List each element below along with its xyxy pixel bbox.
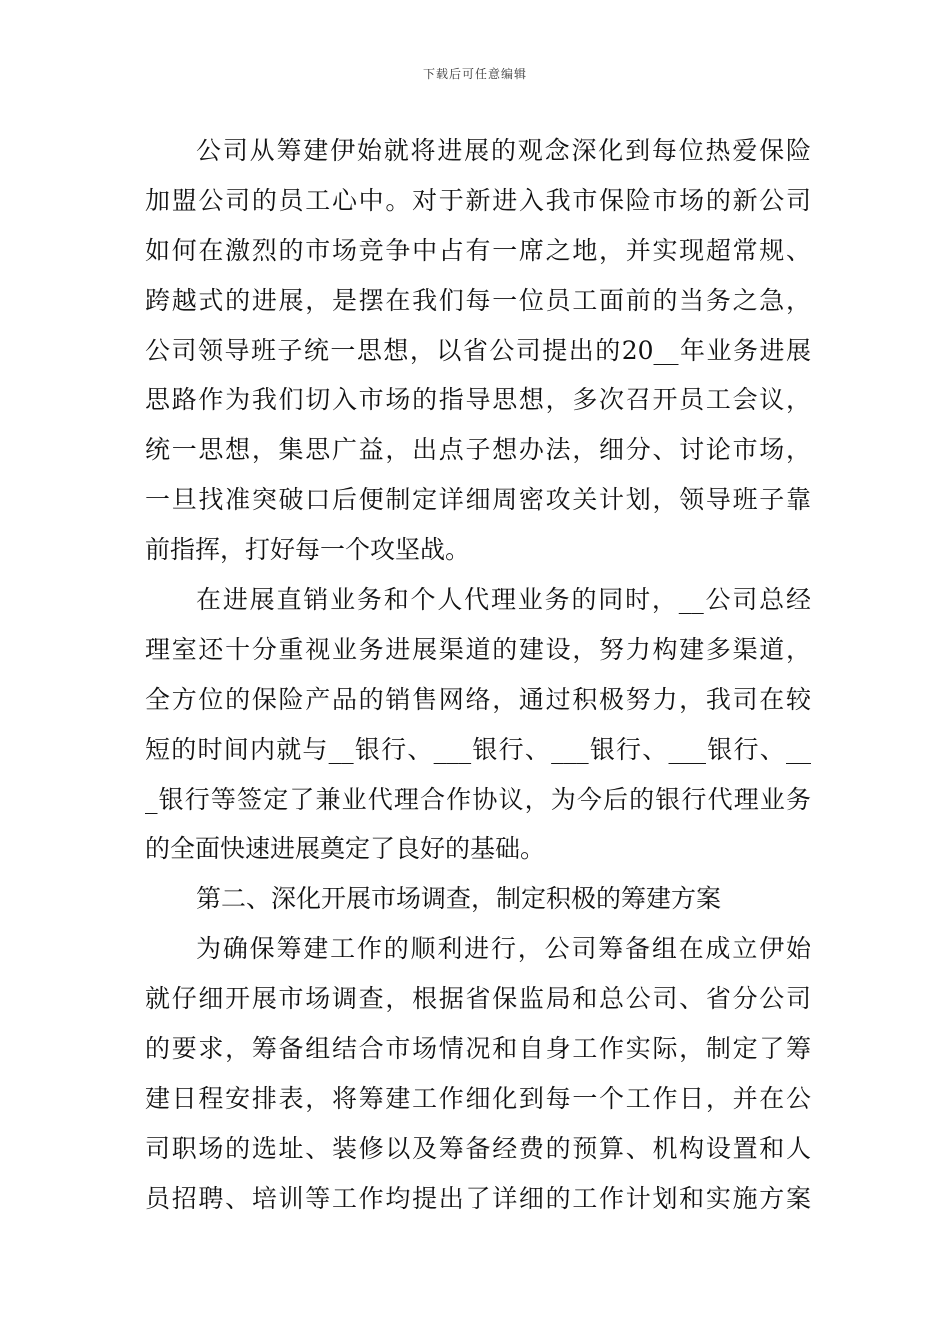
text-line: 为确保筹建工作的顺利进行，公司筹备组在成立伊始 (196, 934, 811, 964)
text-line: 的要求，筹备组结合市场情况和自身工作实际，制定了筹 (145, 1034, 811, 1064)
text-line: 跨越式的进展，是摆在我们每一位员工面前的当务之急， (145, 285, 811, 315)
document-body (145, 126, 811, 1224)
text-line: 建日程安排表，将筹建工作细化到每一个工作日，并在公 (145, 1083, 811, 1113)
text-line: 如何在激烈的市场竞争中占有一席之地，并实现超常规、 (145, 235, 811, 265)
text-line: 加盟公司的员工心中。对于新进入我市保险市场的新公司 (145, 185, 811, 215)
text-line: 统一思想，集思广益，出点子想办法，细分、讨论市场， (145, 435, 811, 465)
page-header-note: 下载后可任意编辑 (422, 67, 527, 81)
text-line: 公司领导班子统一思想，以省公司提出的20__年业务进展 (145, 335, 811, 365)
text-line: 公司从筹建伊始就将进展的观念深化到每位热爱保险 (196, 136, 811, 165)
text-line: 就仔细开展市场调查，根据省保监局和总公司、省分公司 (145, 984, 811, 1014)
text-line: 思路作为我们切入市场的指导思想，多次召开员工会议， (145, 385, 811, 415)
text-line: 的全面快速进展奠定了良好的基础。 (145, 834, 546, 864)
text-line: 理室还十分重视业务进展渠道的建设，努力构建多渠道， (145, 634, 811, 664)
text-line: _银行等签定了兼业代理合作协议，为今后的银行代理业务 (145, 784, 811, 814)
text-line: 短的时间内就与__银行、___银行、___银行、___银行、__ (145, 734, 811, 764)
text-line: 全方位的保险产品的销售网络，通过积极努力，我司在较 (145, 684, 811, 714)
text-line: 在进展直销业务和个人代理业务的同时，__公司总经 (196, 585, 811, 615)
text-line: 前指挥，打好每一个攻坚战。 (145, 535, 471, 565)
text-line: 一旦找准突破口后便制定详细周密攻关计划，领导班子靠 (145, 485, 811, 515)
text-line: 员招聘、培训等工作均提出了详细的工作计划和实施方案 (145, 1183, 811, 1213)
text-line: 司职场的选址、装修以及筹备经费的预算、机构设置和人 (145, 1133, 811, 1163)
text-line: 第二、深化开展市场调查，制定积极的筹建方案 (196, 884, 722, 914)
